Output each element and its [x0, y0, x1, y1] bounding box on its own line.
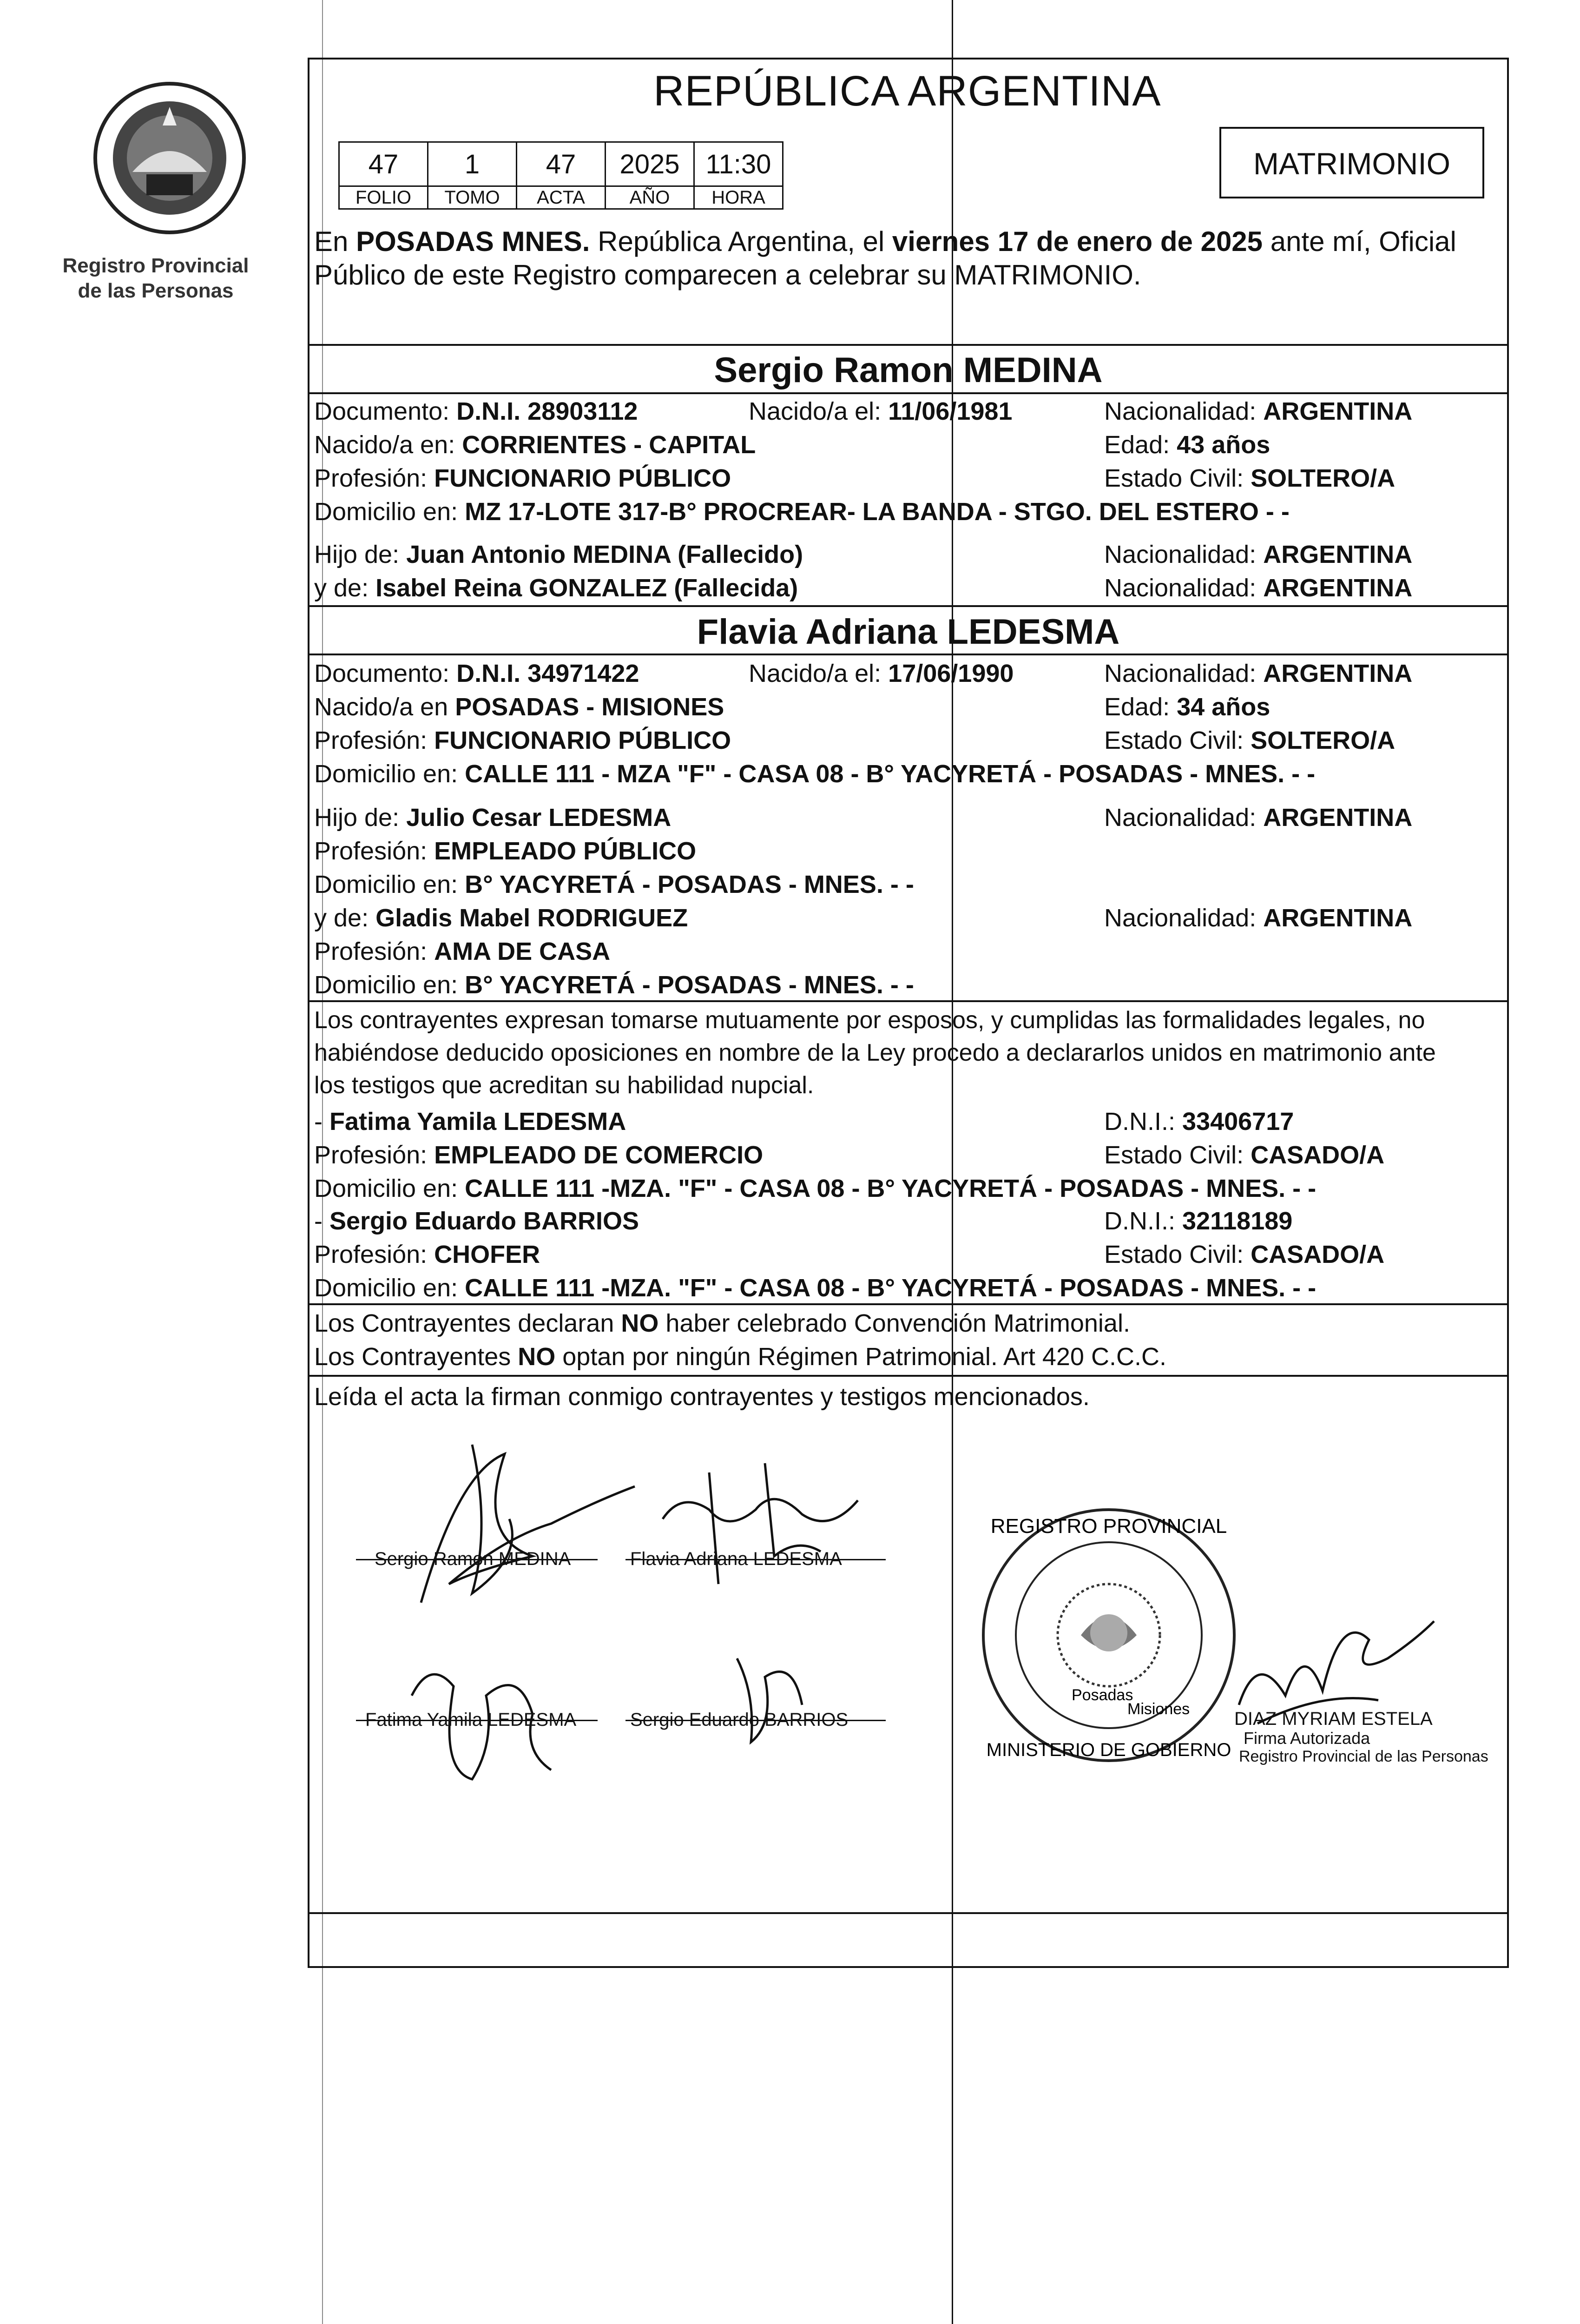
official-stamp-icon — [974, 1496, 1244, 1775]
groom-mother-nationality-value: ARGENTINA — [1263, 574, 1413, 602]
groom-civil-label: Estado Civil: — [1104, 464, 1251, 492]
tomo-label: TOMO — [428, 186, 517, 209]
witness-1-dni-value: 33406717 — [1182, 1108, 1294, 1136]
groom-profession-value: FUNCIONARIO PÚBLICO — [434, 464, 731, 492]
witness-1-civil-value: CASADO/A — [1251, 1141, 1385, 1169]
registry-caption-line-2: de las Personas — [78, 279, 234, 302]
marriage-certificate-form — [308, 58, 1509, 1968]
acta-value: 47 — [517, 142, 606, 186]
groom-address-label: Domicilio en: — [314, 498, 465, 526]
bride-mother-profession-label: Profesión: — [314, 938, 434, 965]
bride-profession-value: FUNCIONARIO PÚBLICO — [434, 726, 731, 754]
stamp-signer-line-1: DIAZ MYRIAM ESTELA — [1234, 1709, 1433, 1729]
stamp-signer-line-3: Registro Provincial de las Personas — [1239, 1748, 1488, 1765]
groom-mother-nationality-label: Nacionalidad: — [1104, 574, 1264, 602]
witness-2-profession-value: CHOFER — [434, 1241, 540, 1268]
section-divider — [309, 344, 1507, 346]
witness-2-profession — [314, 1240, 540, 1269]
bride-address — [314, 759, 1315, 788]
witness-1-civil-label: Estado Civil: — [1104, 1141, 1251, 1169]
section-divider — [309, 1375, 1507, 1377]
bride-profession — [314, 726, 731, 755]
province-seal-icon — [91, 79, 249, 237]
record-table — [338, 141, 783, 210]
groom-profession-label: Profesión: — [314, 464, 434, 492]
registry-caption — [60, 253, 251, 304]
svg-text:Misiones: Misiones — [1127, 1700, 1190, 1718]
stamp-ring-text: REGISTRO PROVINCIAL — [990, 1515, 1227, 1538]
bride-civil-status — [1104, 726, 1395, 755]
groom-age-value: 43 años — [1177, 431, 1271, 459]
signature-groom: Sergio Ramon MEDINA — [375, 1549, 571, 1569]
bride-mother — [314, 904, 688, 932]
stamp-signer-line-2: Firma Autorizada — [1244, 1729, 1370, 1748]
svg-text:REGISTRO PROVINCIAL — [991, 1515, 1227, 1538]
bride-age-label: Edad: — [1104, 693, 1177, 721]
witness-1-civil-status — [1104, 1141, 1384, 1169]
signature-witness-1: Fatima Yamila LEDESMA — [365, 1710, 577, 1730]
hora-label: HORA — [694, 186, 783, 209]
bride-father-address — [314, 870, 914, 899]
witness-1-name: - Fatima Yamila LEDESMA — [314, 1108, 626, 1136]
signature-witness-2: Sergio Eduardo BARRIOS — [630, 1710, 849, 1730]
bride-father-nationality — [1104, 803, 1412, 832]
witness-2-dni — [1104, 1207, 1292, 1235]
regime-line-1-no: NO — [621, 1309, 659, 1337]
regime-line-1-a: Los Contrayentes declaran — [314, 1309, 621, 1337]
bride-document-value: D.N.I. 34971422 — [456, 660, 639, 687]
bride-father-address-value: B° YACYRETÁ - POSADAS - MNES. - - — [465, 871, 914, 898]
groom-age-label: Edad: — [1104, 431, 1177, 459]
groom-birthdate-label: Nacido/a el: — [749, 397, 889, 425]
witness-2-address-label: Domicilio en: — [314, 1274, 465, 1302]
section-divider — [309, 392, 1507, 394]
witness-1-address — [314, 1174, 1316, 1203]
witness-1-address-value: CALLE 111 -MZA. "F" - CASA 08 - B° YACYRETÁ - POSADAS - MNES. - - — [465, 1175, 1317, 1202]
bride-mother-address-value: B° YACYRETÁ - POSADAS - MNES. - - — [465, 971, 914, 999]
bride-mother-nationality-value: ARGENTINA — [1263, 904, 1413, 932]
bride-father-profession-value: EMPLEADO PÚBLICO — [434, 837, 697, 865]
bride-civil-label: Estado Civil: — [1104, 726, 1251, 754]
groom-birthplace-label: Nacido/a en: — [314, 431, 462, 459]
bride-nationality-label: Nacionalidad: — [1104, 660, 1264, 687]
groom-mother — [314, 574, 798, 602]
section-divider — [309, 1303, 1507, 1305]
bride-mother-label: y de: — [314, 904, 376, 932]
bride-father-profession — [314, 837, 696, 865]
groom-birthdate-value: 11/06/1981 — [888, 397, 1013, 425]
bride-birthplace-value: POSADAS - MISIONES — [455, 693, 724, 721]
bride-mother-profession-value: AMA DE CASA — [434, 938, 611, 965]
groom-mother-nationality — [1104, 574, 1412, 602]
bride-mother-nationality — [1104, 904, 1412, 932]
witness-2-profession-label: Profesión: — [314, 1241, 434, 1268]
regime-line-2-no: NO — [518, 1343, 556, 1371]
groom-civil-status — [1104, 464, 1395, 493]
section-divider — [309, 605, 1507, 607]
bride-document-label: Documento: — [314, 660, 457, 687]
groom-father-label: Hijo de: — [314, 541, 407, 568]
acta-label: ACTA — [517, 186, 606, 209]
groom-nationality — [1104, 397, 1412, 426]
groom-document-label: Documento: — [314, 397, 457, 425]
groom-nationality-label: Nacionalidad: — [1104, 397, 1264, 425]
groom-father-nationality-label: Nacionalidad: — [1104, 541, 1264, 568]
groom-father — [314, 540, 803, 569]
regime-line-2 — [314, 1342, 1166, 1371]
witness-2-address — [314, 1274, 1316, 1302]
declaration-line-3: los testigos que acreditan su habilidad nupcial. — [314, 1072, 814, 1099]
bride-address-value: CALLE 111 - MZA "F" - CASA 08 - B° YACYRETÁ - POSADAS - MNES. - - — [465, 760, 1316, 788]
groom-name: Sergio Ramon MEDINA — [714, 350, 1103, 390]
witness-1-dni-label: D.N.I.: — [1104, 1108, 1183, 1136]
groom-nationality-value: ARGENTINA — [1263, 397, 1413, 425]
regime-line-1 — [314, 1309, 1130, 1338]
bride-nationality-value: ARGENTINA — [1263, 660, 1413, 687]
bride-birthdate-value: 17/06/1990 — [888, 660, 1014, 687]
witness-1-profession-label: Profesión: — [314, 1141, 434, 1169]
intro-line-1 — [314, 226, 1456, 257]
groom-document-value: D.N.I. 28903112 — [456, 397, 638, 425]
groom-document — [314, 397, 638, 426]
intro-place: POSADAS MNES. — [356, 226, 590, 257]
groom-address-value: MZ 17-LOTE 317-B° PROCREAR- LA BANDA - STGO. DEL ESTERO - - — [465, 498, 1290, 526]
bride-father-nationality-label: Nacionalidad: — [1104, 804, 1264, 832]
witness-2-name-value: Sergio Eduardo BARRIOS — [329, 1207, 639, 1235]
bride-mother-profession — [314, 937, 610, 966]
bride-birthdate-label: Nacido/a el: — [749, 660, 889, 687]
section-divider — [309, 1000, 1507, 1002]
bride-address-label: Domicilio en: — [314, 760, 465, 788]
declaration-line-1: Los contrayentes expresan tomarse mutuamente por esposos, y cumplidas las formalidades legales, no — [314, 1007, 1425, 1034]
regime-line-2-a: Los Contrayentes — [314, 1343, 518, 1371]
section-divider — [309, 654, 1507, 655]
anio-label: AÑO — [606, 186, 694, 209]
bride-father-address-label: Domicilio en: — [314, 871, 465, 898]
bride-civil-value: SOLTERO/A — [1251, 726, 1396, 754]
bride-age-value: 34 años — [1177, 693, 1271, 721]
bride-age — [1104, 693, 1270, 721]
witness-2-name: - Sergio Eduardo BARRIOS — [314, 1207, 639, 1235]
bride-father-nationality-value: ARGENTINA — [1263, 804, 1413, 832]
bride-mother-address-label: Domicilio en: — [314, 971, 465, 999]
svg-text:MINISTERIO DE GOBIERNO: MINISTERIO DE GOBIERNO — [986, 1740, 1231, 1760]
document-type-box: MATRIMONIO — [1219, 127, 1484, 198]
anio-value: 2025 — [606, 142, 694, 186]
witness-2-civil-status — [1104, 1240, 1384, 1269]
bride-father-label: Hijo de: — [314, 804, 407, 832]
bride-name: Flavia Adriana LEDESMA — [697, 612, 1120, 652]
declaration-line-2: habiéndose deducido oposiciones en nombre de la Ley procedo a declararlos unidos en matrimonio ante — [314, 1039, 1436, 1066]
groom-father-nationality-value: ARGENTINA — [1263, 541, 1413, 568]
section-divider — [309, 1912, 1507, 1914]
witness-1-name-value: Fatima Yamila LEDESMA — [329, 1108, 626, 1136]
bride-profession-label: Profesión: — [314, 726, 434, 754]
groom-birthdate — [749, 397, 1012, 426]
intro-prefix: En — [314, 226, 356, 257]
groom-mother-value: Isabel Reina GONZALEZ (Fallecida) — [375, 574, 798, 602]
bride-father — [314, 803, 671, 832]
witness-2-address-value: CALLE 111 -MZA. "F" - CASA 08 - B° YACYRETÁ - POSADAS - MNES. - - — [465, 1274, 1317, 1302]
svg-text:Posadas: Posadas — [1072, 1686, 1133, 1704]
bride-father-value: Julio Cesar LEDESMA — [406, 804, 672, 832]
bride-birthplace — [314, 693, 724, 721]
witness-1-profession — [314, 1141, 763, 1169]
intro-date: viernes 17 de enero de 2025 — [892, 226, 1263, 257]
bride-document — [314, 659, 639, 688]
groom-mother-label: y de: — [314, 574, 376, 602]
witness-1-address-label: Domicilio en: — [314, 1175, 465, 1202]
groom-profession — [314, 464, 731, 493]
bride-birthplace-label: Nacido/a en — [314, 693, 455, 721]
bride-mother-value: Gladis Mabel RODRIGUEZ — [375, 904, 688, 932]
closing-text: Leída el acta la firman conmigo contrayentes y testigos mencionados. — [314, 1383, 1090, 1411]
intro-suffix: ante mí, Oficial — [1263, 226, 1456, 257]
groom-birthplace — [314, 430, 756, 459]
folio-value: 47 — [339, 142, 428, 186]
groom-civil-value: SOLTERO/A — [1251, 464, 1396, 492]
groom-birthplace-value: CORRIENTES - CAPITAL — [462, 431, 756, 459]
signature-bride: Flavia Adriana LEDESMA — [630, 1549, 842, 1569]
folio-label: FOLIO — [339, 186, 428, 209]
regime-line-2-c: optan por ningún Régimen Patrimonial. Art 420 C.C.C. — [555, 1343, 1166, 1371]
tomo-value: 1 — [428, 142, 517, 186]
witness-2-civil-label: Estado Civil: — [1104, 1241, 1251, 1268]
groom-father-value: Juan Antonio MEDINA (Fallecido) — [406, 541, 803, 568]
witness-2-dni-value: 32118189 — [1182, 1207, 1293, 1235]
bride-mother-nationality-label: Nacionalidad: — [1104, 904, 1264, 932]
intro-line-2: Público de este Registro comparecen a celebrar su MATRIMONIO. — [314, 259, 1141, 290]
page-title: REPÚBLICA ARGENTINA — [653, 67, 1161, 115]
regime-line-1-c: haber celebrado Convención Matrimonial. — [658, 1309, 1130, 1337]
witness-2-dni-label: D.N.I.: — [1104, 1207, 1183, 1235]
bride-nationality — [1104, 659, 1412, 688]
groom-age — [1104, 430, 1270, 459]
witness-1-profession-value: EMPLEADO DE COMERCIO — [434, 1141, 764, 1169]
witness-2-civil-value: CASADO/A — [1251, 1241, 1385, 1268]
hora-value: 11:30 — [694, 142, 783, 186]
intro-mid: República Argentina, el — [590, 226, 892, 257]
witness-1-dni — [1104, 1107, 1294, 1136]
bride-birthdate — [749, 659, 1014, 688]
groom-address — [314, 497, 1290, 526]
registry-caption-line-1: Registro Provincial — [62, 254, 249, 277]
bride-father-profession-label: Profesión: — [314, 837, 434, 865]
groom-father-nationality — [1104, 540, 1412, 569]
bride-mother-address — [314, 971, 914, 999]
